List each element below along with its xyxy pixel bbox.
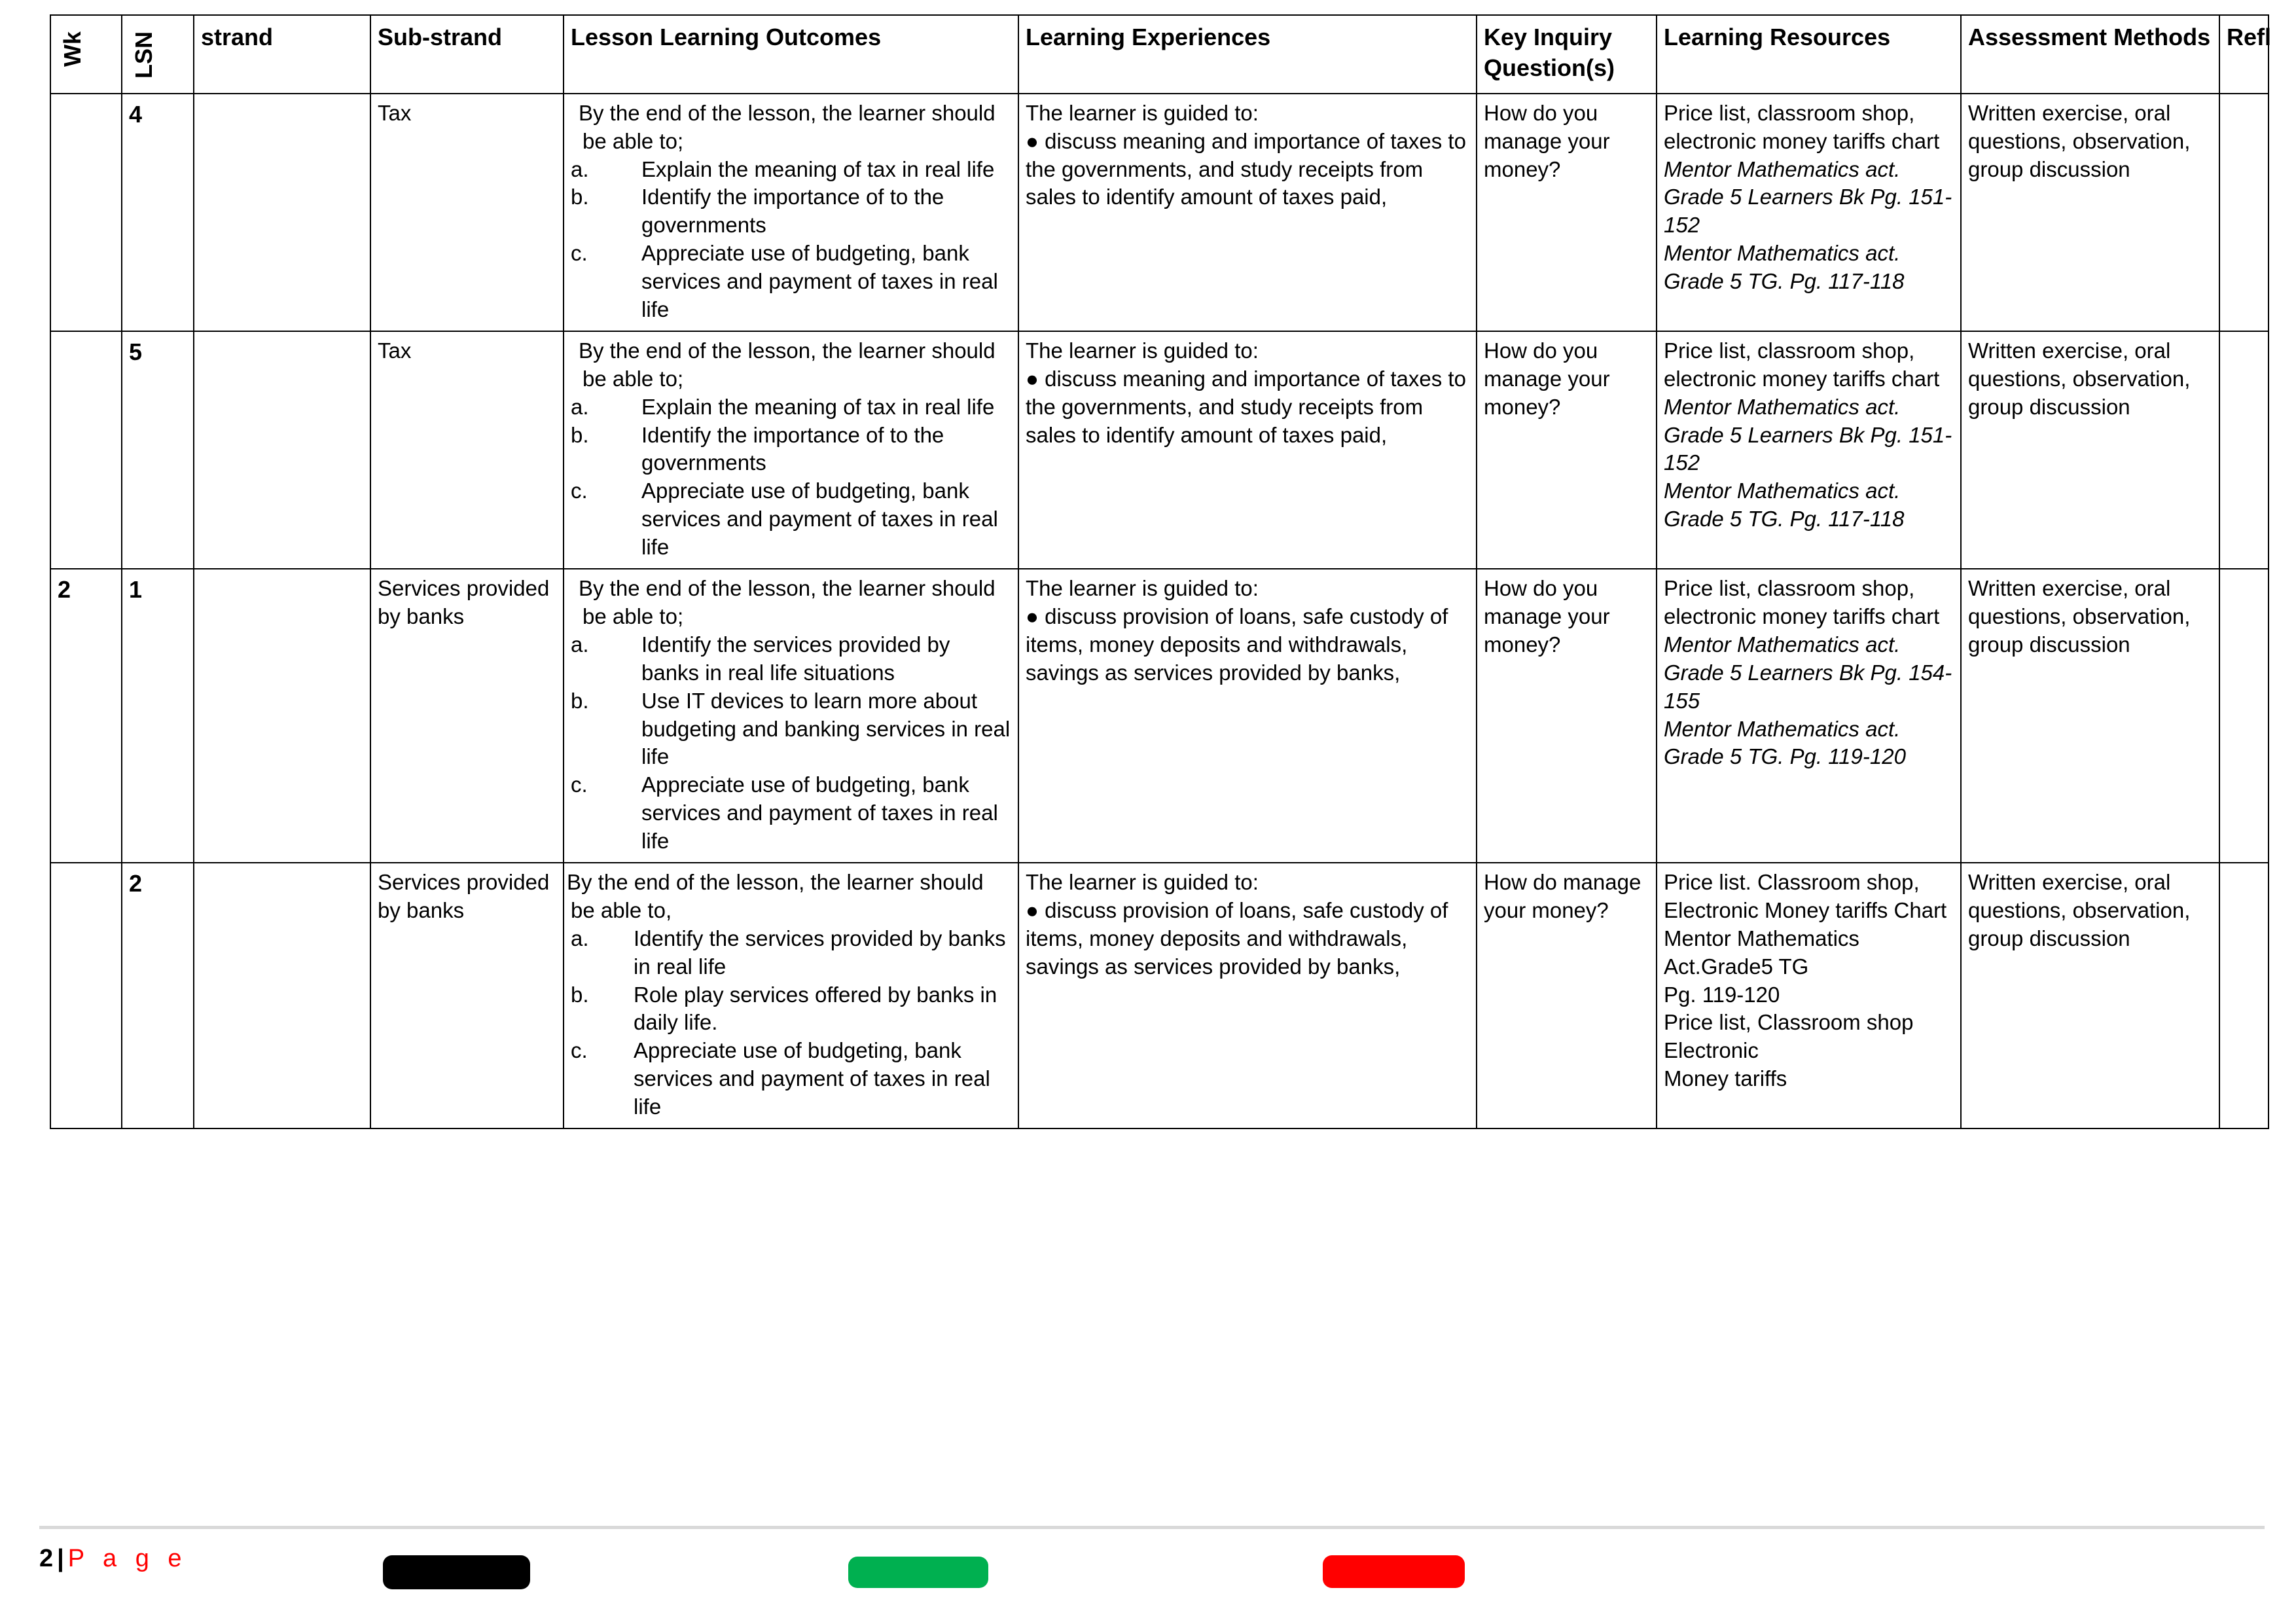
le-intro: The learner is guided to: xyxy=(1026,100,1259,125)
cell-learning-experiences xyxy=(1018,863,1477,1128)
le-bullet: ● discuss provision of loans, safe custody of items, money deposits and withdrawals, savings as services provided by banks, xyxy=(1026,604,1448,685)
llo-intro: By the end of the lesson, the learner should be able to; xyxy=(579,100,996,153)
cell-refl xyxy=(2219,94,2269,331)
cell-sub-strand: Services provided by banks xyxy=(370,863,564,1128)
llo-list xyxy=(571,156,1011,324)
resource-line: Mentor Mathematics Act.Grade5 TG xyxy=(1664,926,1859,979)
cell-assessment-methods: Written exercise, oral questions, observation, group discussion xyxy=(1961,94,2219,331)
cell-key-inquiry-question: How do you manage your money? xyxy=(1477,94,1657,331)
cell-key-inquiry-question: How do you manage your money? xyxy=(1477,569,1657,863)
header-strand: strand xyxy=(194,15,370,94)
cell-refl xyxy=(2219,331,2269,569)
header-sub-strand: Sub-strand xyxy=(370,15,564,94)
cell-assessment-methods: Written exercise, oral questions, observation, group discussion xyxy=(1961,569,2219,863)
llo-item: a. Explain the meaning of tax in real life xyxy=(571,393,1011,422)
llo-item: b. Use IT devices to learn more about budgeting and banking services in real life xyxy=(571,688,1011,769)
llo-intro: By the end of the lesson, the learner should be able to; xyxy=(579,576,996,628)
cell-learning-experiences xyxy=(1018,94,1477,331)
resource-line-italic: Mentor Mathematics act. Grade 5 Learners Bk Pg. 154-155 xyxy=(1664,632,1952,713)
resource-line: Price list, classroom shop, electronic money tariffs chart xyxy=(1664,338,1940,391)
resource-line: Price list, Classroom shop Electronic xyxy=(1664,1010,1914,1063)
cell-wk xyxy=(50,331,122,569)
table-body xyxy=(50,94,2269,1128)
red-chip xyxy=(1323,1555,1465,1588)
llo-item: b. Role play services offered by banks in daily life. xyxy=(571,982,997,1035)
llo-item: c. Appreciate use of budgeting, bank services and payment of taxes in real life xyxy=(571,1038,990,1119)
header-learning-experiences: Learning Experiences xyxy=(1018,15,1477,94)
cell-wk xyxy=(50,863,122,1128)
cell-wk xyxy=(50,569,122,863)
cell-strand xyxy=(194,863,370,1128)
llo-item-marker: a. xyxy=(571,632,589,657)
wk-value: 2 xyxy=(58,576,71,604)
cell-lsn xyxy=(122,94,194,331)
cell-sub-strand: Services provided by banks xyxy=(370,569,564,863)
llo-item: c. Appreciate use of budgeting, bank services and payment of taxes in real life xyxy=(571,241,998,322)
header-refl: Refl xyxy=(2219,15,2269,94)
header-wk xyxy=(50,15,122,94)
cell-strand xyxy=(194,331,370,569)
cell-learning-resources xyxy=(1657,94,1961,331)
le-bullet: ● discuss meaning and importance of taxes to the governments, and study receipts from sales to identify amount of taxes paid, xyxy=(1026,366,1466,447)
cell-refl xyxy=(2219,569,2269,863)
header-key-inquiry-questions: Key Inquiry Question(s) xyxy=(1477,15,1657,94)
header-assessment-methods: Assessment Methods xyxy=(1961,15,2219,94)
header-lsn-label: LSN xyxy=(130,31,157,79)
cell-lesson-learning-outcomes xyxy=(564,331,1018,569)
resource-line: Price list, classroom shop, electronic money tariffs chart xyxy=(1664,100,1940,153)
resource-line-italic: Mentor Mathematics act. Grade 5 Learners Bk Pg. 151-152 xyxy=(1664,156,1952,238)
footer-separator: | xyxy=(57,1545,64,1572)
cell-lesson-learning-outcomes xyxy=(564,569,1018,863)
resource-line: Price list, classroom shop, electronic money tariffs chart xyxy=(1664,576,1940,628)
llo-item-marker: c. xyxy=(571,478,588,503)
cell-key-inquiry-question: How do you manage your money? xyxy=(1477,331,1657,569)
resource-line-italic: Mentor Mathematics act. Grade 5 TG. Pg. 117-118 xyxy=(1664,478,1905,532)
llo-list xyxy=(571,393,1011,562)
llo-item-marker: a. xyxy=(571,926,589,950)
cell-learning-resources xyxy=(1657,569,1961,863)
le-bullet: ● discuss meaning and importance of taxes to the governments, and study receipts from sales to identify amount of taxes paid, xyxy=(1026,128,1466,209)
header-lesson-learning-outcomes: Lesson Learning Outcomes xyxy=(564,15,1018,94)
resource-line: Pg. 119-120 xyxy=(1664,982,1780,1007)
resource-line-italic: Mentor Mathematics act. Grade 5 Learners Bk Pg. 151-152 xyxy=(1664,394,1952,475)
cell-lsn xyxy=(122,569,194,863)
le-intro: The learner is guided to: xyxy=(1026,338,1259,363)
cell-learning-experiences xyxy=(1018,569,1477,863)
cell-lesson-learning-outcomes xyxy=(564,863,1018,1128)
llo-item-marker: b. xyxy=(571,982,589,1007)
cell-learning-resources xyxy=(1657,331,1961,569)
llo-item: c. Appreciate use of budgeting, bank services and payment of taxes in real life xyxy=(571,772,998,854)
footer-divider xyxy=(39,1526,2265,1529)
table-row xyxy=(50,863,2269,1128)
llo-item-marker: c. xyxy=(571,241,588,266)
le-intro: The learner is guided to: xyxy=(1026,869,1259,894)
llo-item-marker: b. xyxy=(571,688,589,713)
le-intro: The learner is guided to: xyxy=(1026,576,1259,601)
cell-lsn xyxy=(122,331,194,569)
cell-assessment-methods: Written exercise, oral questions, observation, group discussion xyxy=(1961,863,2219,1128)
cell-lsn xyxy=(122,863,194,1128)
table-row xyxy=(50,569,2269,863)
llo-item-marker: b. xyxy=(571,422,589,447)
header-learning-resources: Learning Resources xyxy=(1657,15,1961,94)
resource-line-italic: Mentor Mathematics act. Grade 5 TG. Pg. 119-120 xyxy=(1664,716,1906,769)
green-chip xyxy=(848,1557,988,1588)
cell-refl xyxy=(2219,863,2269,1128)
black-chip xyxy=(383,1555,530,1589)
llo-item: a. Identify the services provided by banks in real life situations xyxy=(571,632,950,685)
le-bullet: ● discuss provision of loans, safe custody of items, money deposits and withdrawals, savings as services provided by banks, xyxy=(1026,897,1448,979)
resource-line-italic: Mentor Mathematics act. Grade 5 TG. Pg. 117-118 xyxy=(1664,241,1905,294)
cell-strand xyxy=(194,94,370,331)
llo-item: a. Identify the services provided by banks in real life xyxy=(571,926,1006,979)
cell-lesson-learning-outcomes xyxy=(564,94,1018,331)
llo-item-marker: c. xyxy=(571,1038,588,1063)
cell-learning-resources xyxy=(1657,863,1961,1128)
cell-sub-strand: Tax xyxy=(370,94,564,331)
lsn-value: 5 xyxy=(129,338,143,365)
cell-key-inquiry-question: How do manage your money? xyxy=(1477,863,1657,1128)
llo-item: a. Explain the meaning of tax in real life xyxy=(571,156,1011,184)
llo-item: c. Appreciate use of budgeting, bank services and payment of taxes in real life xyxy=(571,478,998,560)
llo-item-marker: a. xyxy=(571,394,589,419)
llo-item-marker: b. xyxy=(571,185,589,209)
header-lsn xyxy=(122,15,194,94)
llo-item-marker: a. xyxy=(571,156,589,181)
footer-page-number: 2 xyxy=(39,1545,54,1572)
cell-strand xyxy=(194,569,370,863)
lsn-value: 2 xyxy=(129,869,143,897)
header-wk-label: Wk xyxy=(59,31,86,67)
cell-learning-experiences xyxy=(1018,331,1477,569)
llo-item: b. Identify the importance of to the governments xyxy=(571,185,944,238)
llo-item: b. Identify the importance of to the governments xyxy=(571,422,944,475)
table-header-row xyxy=(50,15,2269,94)
cell-sub-strand: Tax xyxy=(370,331,564,569)
llo-intro: By the end of the lesson, the learner should be able to, xyxy=(567,869,984,922)
lsn-value: 1 xyxy=(129,576,143,604)
llo-list xyxy=(571,925,1011,1121)
llo-list xyxy=(571,631,1011,856)
llo-item-marker: c. xyxy=(571,772,588,797)
table-row xyxy=(50,331,2269,569)
lsn-value: 4 xyxy=(129,100,143,128)
scheme-of-work-table xyxy=(50,14,2272,1129)
llo-intro: By the end of the lesson, the learner should be able to; xyxy=(579,338,996,391)
footer-page-indicator xyxy=(39,1545,188,1573)
cell-wk xyxy=(50,94,122,331)
resource-line: Price list. Classroom shop, Electronic Money tariffs Chart xyxy=(1664,869,1947,922)
cell-assessment-methods: Written exercise, oral questions, observation, group discussion xyxy=(1961,331,2219,569)
footer-page-word: P a g e xyxy=(67,1545,188,1572)
resource-line: Money tariffs xyxy=(1664,1066,1787,1091)
table-row xyxy=(50,94,2269,331)
